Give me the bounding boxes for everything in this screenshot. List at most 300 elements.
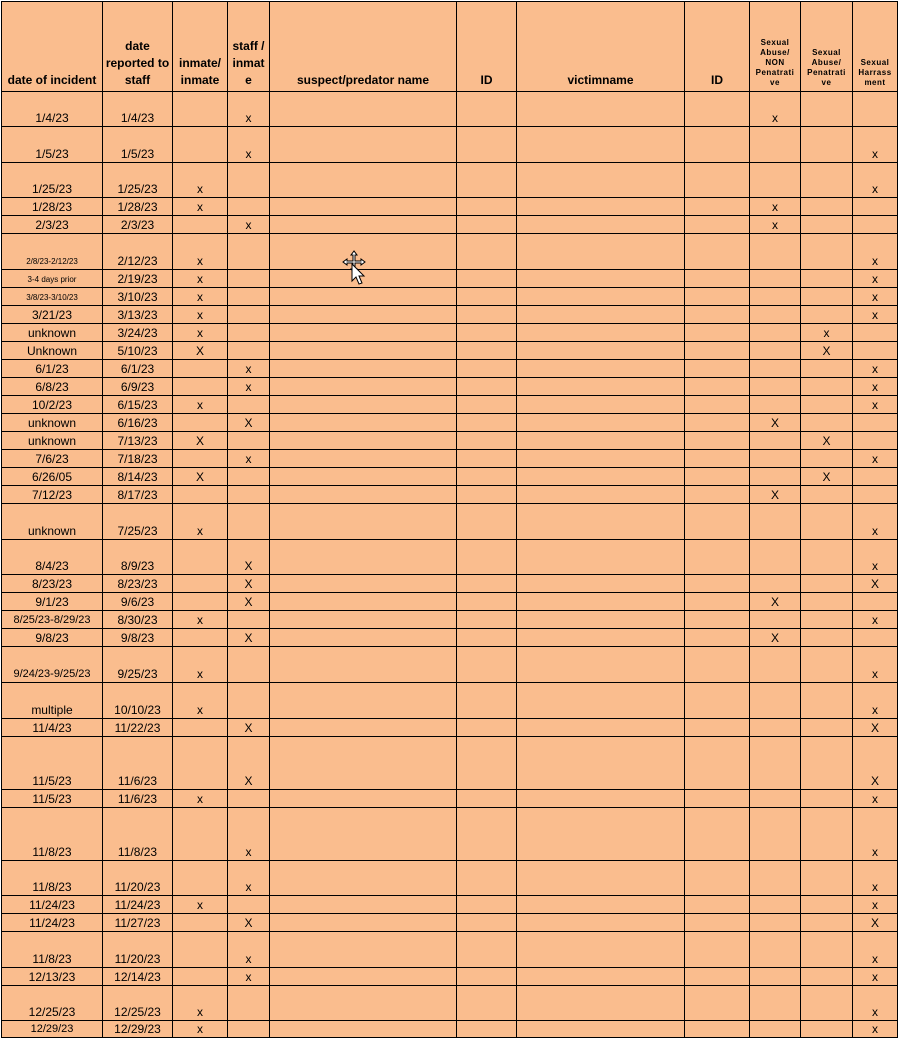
cell-date-reported[interactable]: 8/9/23 [103,540,173,575]
cell-inmate-inmate[interactable]: x [173,270,228,288]
cell-staff-inmate[interactable]: x [228,932,270,968]
cell-harassment[interactable] [853,432,898,450]
cell-inmate-inmate[interactable] [173,968,228,986]
cell-suspect-id[interactable] [457,360,517,378]
cell-inmate-inmate[interactable] [173,127,228,163]
cell-date-incident[interactable]: 11/24/23 [2,914,103,932]
cell-sa-pen[interactable] [801,198,853,216]
cell-sa-non-pen[interactable] [750,288,801,306]
cell-suspect-id[interactable] [457,540,517,575]
cell-suspect-id[interactable] [457,683,517,719]
cell-date-reported[interactable]: 8/14/23 [103,468,173,486]
cell-victim-id[interactable] [685,914,750,932]
cell-suspect-id[interactable] [457,968,517,986]
cell-date-incident[interactable]: 8/23/23 [2,575,103,593]
cell-victim-id[interactable] [685,414,750,432]
cell-date-incident[interactable]: 12/29/23 [2,1021,103,1038]
cell-date-reported[interactable]: 9/25/23 [103,647,173,683]
cell-victim-id[interactable] [685,540,750,575]
cell-suspect-name[interactable] [270,342,457,360]
cell-victim-name[interactable] [517,719,685,737]
cell-suspect-name[interactable] [270,216,457,234]
cell-sa-pen[interactable] [801,127,853,163]
cell-victim-name[interactable] [517,808,685,861]
cell-inmate-inmate[interactable]: x [173,163,228,198]
cell-harassment[interactable]: x [853,234,898,270]
cell-date-reported[interactable]: 8/23/23 [103,575,173,593]
cell-date-reported[interactable]: 7/25/23 [103,504,173,540]
cell-suspect-id[interactable] [457,914,517,932]
cell-victim-id[interactable] [685,504,750,540]
cell-harassment[interactable]: X [853,737,898,790]
cell-staff-inmate[interactable]: x [228,450,270,468]
cell-inmate-inmate[interactable] [173,92,228,127]
cell-date-incident[interactable]: multiple [2,683,103,719]
cell-date-incident[interactable]: 11/8/23 [2,861,103,896]
cell-suspect-name[interactable] [270,611,457,629]
cell-suspect-id[interactable] [457,342,517,360]
cell-date-reported[interactable]: 1/5/23 [103,127,173,163]
cell-victim-name[interactable] [517,198,685,216]
cell-staff-inmate[interactable] [228,396,270,414]
cell-inmate-inmate[interactable] [173,808,228,861]
header-sexual-abuse-penetrative[interactable]: Sexual Abuse/ Penatrati ve [801,2,853,92]
cell-staff-inmate[interactable]: X [228,914,270,932]
cell-staff-inmate[interactable]: x [228,127,270,163]
cell-staff-inmate[interactable]: X [228,540,270,575]
cell-date-incident[interactable]: 3/8/23-3/10/23 [2,288,103,306]
cell-inmate-inmate[interactable]: x [173,683,228,719]
cell-sa-non-pen[interactable]: x [750,92,801,127]
cell-sa-non-pen[interactable]: X [750,414,801,432]
cell-victim-id[interactable] [685,468,750,486]
cell-suspect-name[interactable] [270,324,457,342]
cell-victim-id[interactable] [685,396,750,414]
cell-sa-non-pen[interactable] [750,127,801,163]
cell-victim-id[interactable] [685,968,750,986]
cell-suspect-id[interactable] [457,504,517,540]
cell-sa-pen[interactable] [801,683,853,719]
cell-staff-inmate[interactable]: x [228,808,270,861]
cell-inmate-inmate[interactable]: x [173,790,228,808]
cell-sa-pen[interactable]: X [801,342,853,360]
cell-sa-pen[interactable] [801,629,853,647]
cell-suspect-id[interactable] [457,611,517,629]
cell-harassment[interactable]: x [853,808,898,861]
cell-sa-non-pen[interactable] [750,540,801,575]
cell-date-incident[interactable]: 3-4 days prior [2,270,103,288]
cell-harassment[interactable]: x [853,540,898,575]
cell-victim-name[interactable] [517,629,685,647]
cell-suspect-id[interactable] [457,593,517,611]
cell-sa-non-pen[interactable] [750,234,801,270]
cell-suspect-name[interactable] [270,968,457,986]
cell-victim-id[interactable] [685,342,750,360]
cell-victim-id[interactable] [685,378,750,396]
cell-victim-name[interactable] [517,414,685,432]
cell-inmate-inmate[interactable]: x [173,324,228,342]
cell-harassment[interactable]: x [853,647,898,683]
cell-suspect-id[interactable] [457,378,517,396]
cell-sa-pen[interactable] [801,360,853,378]
cell-sa-pen[interactable] [801,504,853,540]
cell-victim-id[interactable] [685,647,750,683]
cell-suspect-id[interactable] [457,92,517,127]
cell-staff-inmate[interactable] [228,504,270,540]
cell-sa-pen[interactable] [801,288,853,306]
cell-sa-non-pen[interactable] [750,324,801,342]
cell-inmate-inmate[interactable]: X [173,342,228,360]
cell-victim-name[interactable] [517,737,685,790]
cell-sa-non-pen[interactable] [750,647,801,683]
cell-suspect-name[interactable] [270,396,457,414]
cell-inmate-inmate[interactable] [173,378,228,396]
cell-date-reported[interactable]: 2/12/23 [103,234,173,270]
cell-date-reported[interactable]: 12/29/23 [103,1021,173,1038]
cell-suspect-id[interactable] [457,932,517,968]
cell-victim-id[interactable] [685,986,750,1021]
cell-staff-inmate[interactable]: x [228,378,270,396]
cell-harassment[interactable] [853,92,898,127]
cell-sa-pen[interactable]: X [801,468,853,486]
cell-victim-id[interactable] [685,306,750,324]
cell-suspect-name[interactable] [270,575,457,593]
cell-suspect-name[interactable] [270,378,457,396]
cell-victim-name[interactable] [517,468,685,486]
header-staff-inmate[interactable]: staff / inmat e [228,2,270,92]
cell-date-reported[interactable]: 6/16/23 [103,414,173,432]
cell-sa-non-pen[interactable]: X [750,629,801,647]
cell-victim-id[interactable] [685,324,750,342]
cell-harassment[interactable]: x [853,396,898,414]
cell-date-reported[interactable]: 6/9/23 [103,378,173,396]
cell-date-incident[interactable]: 11/8/23 [2,808,103,861]
cell-staff-inmate[interactable] [228,486,270,504]
cell-victim-name[interactable] [517,540,685,575]
cell-sa-non-pen[interactable] [750,342,801,360]
cell-inmate-inmate[interactable]: x [173,896,228,914]
cell-suspect-id[interactable] [457,719,517,737]
cell-harassment[interactable]: x [853,127,898,163]
cell-date-incident[interactable]: 9/24/23-9/25/23 [2,647,103,683]
cell-sa-non-pen[interactable] [750,378,801,396]
cell-sa-pen[interactable] [801,216,853,234]
cell-harassment[interactable] [853,593,898,611]
cell-victim-name[interactable] [517,683,685,719]
cell-inmate-inmate[interactable]: x [173,396,228,414]
cell-staff-inmate[interactable]: X [228,719,270,737]
cell-suspect-name[interactable] [270,92,457,127]
cell-victim-name[interactable] [517,504,685,540]
cell-suspect-id[interactable] [457,737,517,790]
cell-sa-pen[interactable] [801,647,853,683]
cell-date-reported[interactable]: 11/22/23 [103,719,173,737]
cell-sa-pen[interactable] [801,611,853,629]
cell-suspect-name[interactable] [270,737,457,790]
cell-staff-inmate[interactable] [228,163,270,198]
cell-inmate-inmate[interactable]: x [173,288,228,306]
cell-date-incident[interactable]: unknown [2,414,103,432]
cell-date-incident[interactable]: 11/4/23 [2,719,103,737]
cell-harassment[interactable]: x [853,932,898,968]
cell-harassment[interactable] [853,468,898,486]
cell-staff-inmate[interactable] [228,647,270,683]
cell-inmate-inmate[interactable] [173,360,228,378]
cell-sa-pen[interactable] [801,306,853,324]
cell-harassment[interactable] [853,324,898,342]
cell-date-incident[interactable]: 9/1/23 [2,593,103,611]
cell-date-reported[interactable]: 11/24/23 [103,896,173,914]
cell-victim-name[interactable] [517,790,685,808]
cell-sa-pen[interactable] [801,896,853,914]
cell-harassment[interactable]: x [853,1021,898,1038]
cell-suspect-id[interactable] [457,861,517,896]
cell-sa-pen[interactable]: X [801,432,853,450]
cell-harassment[interactable]: x [853,683,898,719]
cell-inmate-inmate[interactable]: x [173,306,228,324]
cell-suspect-id[interactable] [457,808,517,861]
cell-staff-inmate[interactable]: x [228,360,270,378]
cell-date-incident[interactable]: 11/8/23 [2,932,103,968]
cell-sa-pen[interactable] [801,270,853,288]
cell-suspect-id[interactable] [457,306,517,324]
cell-sa-non-pen[interactable] [750,790,801,808]
cell-staff-inmate[interactable] [228,790,270,808]
cell-suspect-id[interactable] [457,163,517,198]
cell-suspect-name[interactable] [270,414,457,432]
cell-victim-id[interactable] [685,198,750,216]
cell-sa-non-pen[interactable] [750,968,801,986]
cell-victim-name[interactable] [517,861,685,896]
cell-victim-name[interactable] [517,932,685,968]
cell-staff-inmate[interactable] [228,896,270,914]
cell-victim-name[interactable] [517,127,685,163]
header-date-incident[interactable]: date of incident [2,2,103,92]
cell-victim-name[interactable] [517,450,685,468]
cell-sa-non-pen[interactable] [750,504,801,540]
cell-victim-name[interactable] [517,986,685,1021]
cell-suspect-id[interactable] [457,414,517,432]
cell-victim-name[interactable] [517,647,685,683]
cell-suspect-name[interactable] [270,719,457,737]
cell-victim-id[interactable] [685,450,750,468]
cell-date-incident[interactable]: 6/26/05 [2,468,103,486]
header-victim-id[interactable]: ID [685,2,750,92]
cell-victim-name[interactable] [517,896,685,914]
cell-victim-name[interactable] [517,234,685,270]
cell-victim-id[interactable] [685,127,750,163]
cell-date-reported[interactable]: 3/13/23 [103,306,173,324]
cell-victim-name[interactable] [517,92,685,127]
cell-suspect-id[interactable] [457,396,517,414]
cell-staff-inmate[interactable] [228,432,270,450]
cell-harassment[interactable] [853,486,898,504]
cell-inmate-inmate[interactable] [173,216,228,234]
cell-victim-id[interactable] [685,360,750,378]
cell-harassment[interactable]: x [853,360,898,378]
cell-sa-non-pen[interactable]: X [750,593,801,611]
cell-harassment[interactable] [853,198,898,216]
cell-victim-id[interactable] [685,790,750,808]
cell-inmate-inmate[interactable] [173,629,228,647]
cell-inmate-inmate[interactable] [173,914,228,932]
cell-victim-id[interactable] [685,808,750,861]
cell-sa-non-pen[interactable] [750,360,801,378]
header-date-reported[interactable]: date reported to staff [103,2,173,92]
cell-date-incident[interactable]: 7/12/23 [2,486,103,504]
cell-date-reported[interactable]: 9/8/23 [103,629,173,647]
cell-victim-name[interactable] [517,306,685,324]
cell-sa-pen[interactable] [801,986,853,1021]
cell-inmate-inmate[interactable]: x [173,234,228,270]
cell-date-reported[interactable]: 1/28/23 [103,198,173,216]
cell-date-reported[interactable]: 1/25/23 [103,163,173,198]
cell-victim-name[interactable] [517,575,685,593]
cell-harassment[interactable]: X [853,719,898,737]
cell-sa-non-pen[interactable] [750,450,801,468]
cell-victim-name[interactable] [517,342,685,360]
cell-staff-inmate[interactable]: x [228,861,270,896]
cell-date-incident[interactable]: 1/28/23 [2,198,103,216]
header-victim-name[interactable]: victimname [517,2,685,92]
cell-suspect-id[interactable] [457,486,517,504]
cell-inmate-inmate[interactable] [173,593,228,611]
cell-sa-non-pen[interactable] [750,575,801,593]
cell-victim-id[interactable] [685,932,750,968]
cell-sa-non-pen[interactable]: x [750,216,801,234]
cell-harassment[interactable] [853,216,898,234]
cell-date-reported[interactable]: 8/17/23 [103,486,173,504]
cell-date-incident[interactable]: 2/8/23-2/12/23 [2,234,103,270]
cell-victim-id[interactable] [685,593,750,611]
cell-suspect-id[interactable] [457,647,517,683]
cell-inmate-inmate[interactable]: x [173,1021,228,1038]
cell-sa-pen[interactable] [801,861,853,896]
cell-suspect-name[interactable] [270,540,457,575]
cell-suspect-id[interactable] [457,468,517,486]
cell-date-reported[interactable]: 7/13/23 [103,432,173,450]
cell-victim-id[interactable] [685,216,750,234]
cell-victim-name[interactable] [517,914,685,932]
cell-victim-id[interactable] [685,270,750,288]
cell-suspect-name[interactable] [270,127,457,163]
cell-date-incident[interactable]: 11/5/23 [2,737,103,790]
cell-date-incident[interactable]: 6/8/23 [2,378,103,396]
cell-suspect-name[interactable] [270,683,457,719]
cell-harassment[interactable]: x [853,163,898,198]
cell-date-reported[interactable]: 11/20/23 [103,861,173,896]
cell-suspect-id[interactable] [457,198,517,216]
cell-suspect-name[interactable] [270,450,457,468]
cell-date-incident[interactable]: 2/3/23 [2,216,103,234]
cell-suspect-name[interactable] [270,163,457,198]
cell-inmate-inmate[interactable]: X [173,432,228,450]
cell-suspect-name[interactable] [270,306,457,324]
cell-date-incident[interactable]: 12/25/23 [2,986,103,1021]
cell-suspect-id[interactable] [457,575,517,593]
cell-sa-pen[interactable] [801,968,853,986]
cell-date-incident[interactable]: 8/25/23-8/29/23 [2,611,103,629]
cell-victim-id[interactable] [685,629,750,647]
cell-date-incident[interactable]: unknown [2,324,103,342]
cell-victim-name[interactable] [517,396,685,414]
cell-date-reported[interactable]: 6/1/23 [103,360,173,378]
cell-victim-id[interactable] [685,575,750,593]
cell-date-reported[interactable]: 10/10/23 [103,683,173,719]
cell-harassment[interactable]: X [853,575,898,593]
cell-staff-inmate[interactable] [228,198,270,216]
cell-victim-id[interactable] [685,896,750,914]
cell-date-reported[interactable]: 3/10/23 [103,288,173,306]
cell-sa-non-pen[interactable] [750,914,801,932]
header-inmate-inmate[interactable]: inmate/ inmate [173,2,228,92]
cell-inmate-inmate[interactable] [173,575,228,593]
cell-staff-inmate[interactable]: x [228,968,270,986]
cell-staff-inmate[interactable] [228,986,270,1021]
cell-suspect-name[interactable] [270,468,457,486]
cell-sa-pen[interactable] [801,486,853,504]
cell-inmate-inmate[interactable]: x [173,198,228,216]
cell-inmate-inmate[interactable]: x [173,611,228,629]
cell-sa-non-pen[interactable] [750,719,801,737]
cell-staff-inmate[interactable]: X [228,737,270,790]
cell-suspect-id[interactable] [457,629,517,647]
cell-sa-pen[interactable] [801,450,853,468]
cell-staff-inmate[interactable] [228,324,270,342]
cell-victim-id[interactable] [685,288,750,306]
cell-date-incident[interactable]: 3/21/23 [2,306,103,324]
cell-suspect-name[interactable] [270,861,457,896]
cell-staff-inmate[interactable] [228,342,270,360]
cell-victim-id[interactable] [685,719,750,737]
cell-sa-pen[interactable] [801,234,853,270]
cell-date-reported[interactable]: 2/3/23 [103,216,173,234]
cell-harassment[interactable]: x [853,611,898,629]
cell-suspect-name[interactable] [270,896,457,914]
cell-date-incident[interactable]: 8/4/23 [2,540,103,575]
cell-staff-inmate[interactable] [228,683,270,719]
cell-victim-name[interactable] [517,486,685,504]
cell-suspect-id[interactable] [457,324,517,342]
cell-suspect-name[interactable] [270,914,457,932]
cell-sa-non-pen[interactable] [750,432,801,450]
cell-victim-name[interactable] [517,324,685,342]
cell-sa-non-pen[interactable] [750,808,801,861]
cell-victim-id[interactable] [685,683,750,719]
cell-victim-name[interactable] [517,432,685,450]
cell-harassment[interactable]: x [853,861,898,896]
cell-suspect-name[interactable] [270,360,457,378]
cell-date-incident[interactable]: Unknown [2,342,103,360]
cell-sa-non-pen[interactable] [750,396,801,414]
cell-date-incident[interactable]: 7/6/23 [2,450,103,468]
cell-victim-name[interactable] [517,378,685,396]
cell-staff-inmate[interactable]: x [228,92,270,127]
cell-inmate-inmate[interactable] [173,932,228,968]
cell-harassment[interactable]: x [853,504,898,540]
cell-suspect-name[interactable] [270,647,457,683]
cell-harassment[interactable] [853,629,898,647]
cell-inmate-inmate[interactable] [173,486,228,504]
cell-suspect-name[interactable] [270,932,457,968]
cell-sa-pen[interactable] [801,914,853,932]
cell-suspect-name[interactable] [270,198,457,216]
cell-date-incident[interactable]: 10/2/23 [2,396,103,414]
cell-sa-non-pen[interactable] [750,306,801,324]
cell-date-reported[interactable]: 11/6/23 [103,737,173,790]
cell-date-incident[interactable]: 1/5/23 [2,127,103,163]
cell-victim-name[interactable] [517,968,685,986]
